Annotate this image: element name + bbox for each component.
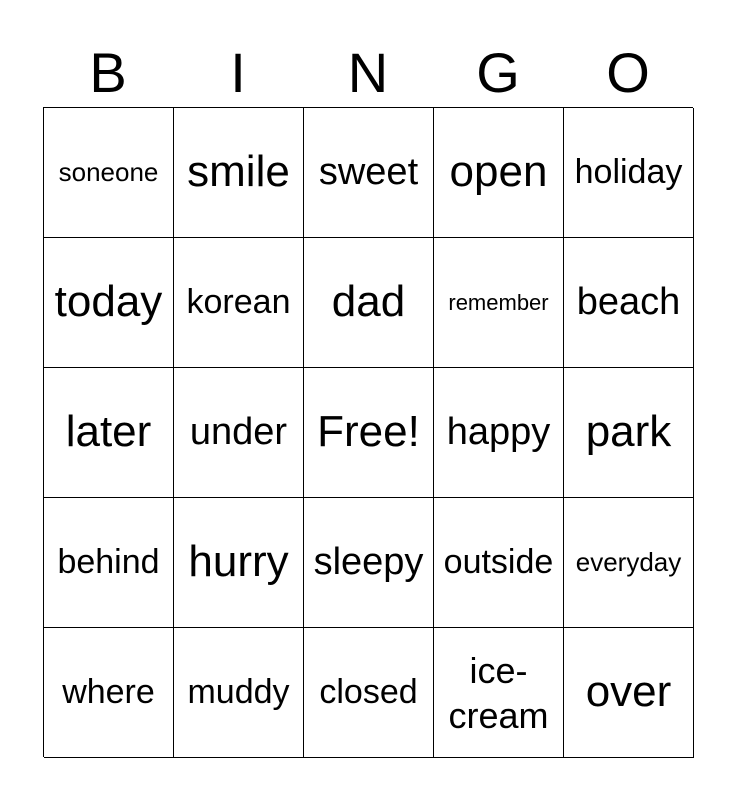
bingo-cell[interactable]: outside <box>434 498 564 628</box>
bingo-cell[interactable]: korean <box>174 238 304 368</box>
header-letter-n: N <box>347 41 389 104</box>
bingo-cell[interactable]: hurry <box>174 498 304 628</box>
bingo-cell[interactable]: holiday <box>564 108 694 238</box>
free-space-cell[interactable]: Free! <box>304 368 434 498</box>
bingo-cell[interactable]: sweet <box>304 108 434 238</box>
bingo-cell[interactable]: where <box>44 628 174 758</box>
bingo-cell[interactable]: under <box>174 368 304 498</box>
bingo-cell[interactable]: dad <box>304 238 434 368</box>
bingo-cell[interactable]: ice-cream <box>434 628 564 758</box>
bingo-cell[interactable]: sleepy <box>304 498 434 628</box>
bingo-cell[interactable]: beach <box>564 238 694 368</box>
bingo-cell[interactable]: today <box>44 238 174 368</box>
bingo-board <box>43 107 693 757</box>
bingo-cell[interactable]: everyday <box>564 498 694 628</box>
bingo-cell[interactable]: smile <box>174 108 304 238</box>
bingo-cell[interactable]: later <box>44 368 174 498</box>
bingo-cell[interactable]: remember <box>434 238 564 368</box>
bingo-cell[interactable]: closed <box>304 628 434 758</box>
bingo-cell[interactable]: muddy <box>174 628 304 758</box>
bingo-cell[interactable]: open <box>434 108 564 238</box>
bingo-cell[interactable]: park <box>564 368 694 498</box>
bingo-cell[interactable]: soneone <box>44 108 174 238</box>
bingo-cell[interactable]: happy <box>434 368 564 498</box>
header-letter-o: O <box>606 41 650 104</box>
header-letter-b: B <box>89 41 127 104</box>
header-letter-i: I <box>230 41 246 104</box>
bingo-header <box>43 40 693 106</box>
bingo-cell[interactable]: behind <box>44 498 174 628</box>
bingo-cell[interactable]: over <box>564 628 694 758</box>
header-letter-g: G <box>476 41 520 104</box>
